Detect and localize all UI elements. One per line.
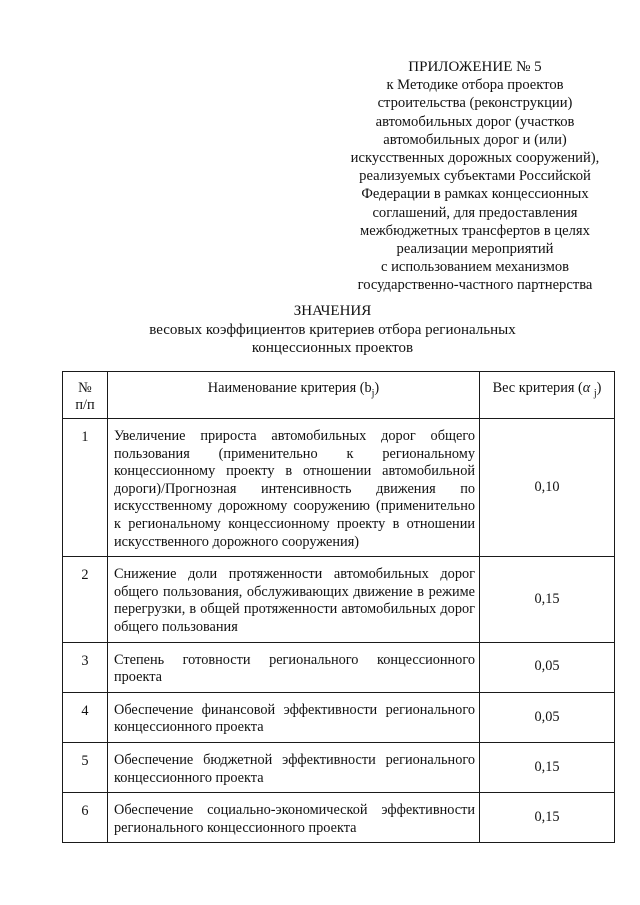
appendix-line: с использованием механизмов	[380, 259, 570, 276]
header-name-text: Наименование критерия (b	[207, 380, 372, 396]
row-number: 2	[63, 557, 108, 642]
row-number: 6	[63, 793, 108, 843]
appendix-line: межбюджетных трансфертов в целях	[360, 222, 590, 239]
header-number	[63, 372, 108, 419]
header-weight-sub: j	[593, 387, 597, 399]
header-name-sub: j	[371, 387, 375, 399]
appendix-line: автомобильных дорог и (или)	[383, 131, 567, 148]
header-criterion-weight	[480, 372, 615, 419]
table-row	[63, 557, 615, 642]
table-row	[63, 742, 615, 792]
criterion-name: Обеспечение социально-экономической эффективности регионального концессионного проекта	[108, 793, 480, 843]
criteria-weights-table	[62, 371, 615, 843]
header-weight-close: )	[596, 380, 602, 396]
appendix-line: реализуемых субъектами Российской	[359, 168, 591, 185]
table-row	[63, 793, 615, 843]
criterion-weight: 0,05	[480, 692, 615, 742]
appendix-line: к Методике отбора проектов	[386, 77, 564, 94]
appendix-line: искусственных дорожных сооружений),	[350, 150, 600, 167]
appendix-heading: ПРИЛОЖЕНИЕ № 5	[408, 59, 542, 75]
criterion-name: Обеспечение финансовой эффективности регионального концессионного проекта	[108, 692, 480, 742]
row-number: 4	[63, 692, 108, 742]
criterion-weight: 0,15	[480, 557, 615, 642]
criterion-name: Обеспечение бюджетной эффективности регионального концессионного проекта	[108, 742, 480, 792]
criterion-weight: 0,05	[480, 642, 615, 692]
document-title	[0, 302, 640, 358]
criterion-weight: 0,15	[480, 793, 615, 843]
appendix-line: соглашений, для предоставления	[372, 204, 578, 221]
row-number: 3	[63, 642, 108, 692]
alpha-symbol: α	[582, 380, 591, 396]
appendix-line: государственно-частного партнерства	[357, 277, 593, 294]
appendix-line: строительства (реконструкции)	[377, 95, 573, 112]
title-line-2: весовых коэффициентов критериев отбора региональных	[149, 321, 516, 338]
row-number: 5	[63, 742, 108, 792]
header-number-symbol: №	[78, 380, 92, 396]
appendix-line: автомобильных дорог (участков	[375, 113, 575, 130]
appendix-line: Федерации в рамках концессионных	[361, 186, 589, 203]
table-row	[63, 419, 615, 557]
appendix-block	[340, 58, 610, 295]
criterion-weight: 0,10	[480, 419, 615, 557]
title-line-3: концессионных проектов	[251, 340, 414, 356]
title-line-1: ЗНАЧЕНИЯ	[293, 303, 372, 319]
header-weight-text: Вес критерия (	[492, 380, 583, 396]
table-row	[63, 642, 615, 692]
appendix-line: реализации мероприятий	[396, 241, 554, 258]
criterion-name: Увеличение прироста автомобильных дорог общего пользования (применительно к региональному концессионному проекту в отношении автомобильной дороги)/Прогнозная интенсивность движения по искусственному дорожному сооружению (применительно к региональному концессионному проекту в отношении искусственного дорожного сооружения)	[108, 419, 480, 557]
table-header-row	[63, 372, 615, 419]
header-name-close: )	[374, 380, 380, 396]
criterion-name: Степень готовности регионального концессионного проекта	[108, 642, 480, 692]
header-criterion-name	[108, 372, 480, 419]
criterion-weight: 0,15	[480, 742, 615, 792]
header-number-abbrev: п/п	[75, 397, 95, 413]
table-row	[63, 692, 615, 742]
criterion-name: Снижение доли протяженности автомобильных дорог общего пользования, обслуживающих движение в режиме перегрузки, в общей протяженности автомобильных дорог общего пользования	[108, 557, 480, 642]
row-number: 1	[63, 419, 108, 557]
